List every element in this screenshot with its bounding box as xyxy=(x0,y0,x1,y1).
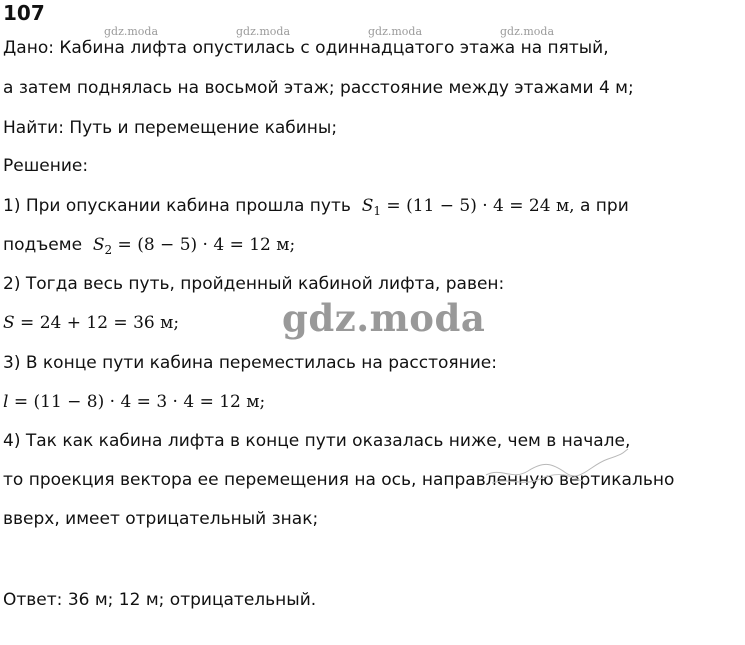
step4-line-2: то проекция вектора ее перемещения на ось, направленную вертикально xyxy=(3,470,675,490)
step2-line-1: 2) Тогда весь путь, пройденный кабиной лифта, равен: xyxy=(3,274,505,294)
s1-variable: S xyxy=(361,196,374,216)
step1-formula-s1 xyxy=(356,196,574,216)
watermark-small-4: gdz.moda xyxy=(500,25,555,38)
answer-line xyxy=(3,588,316,612)
s2-subscript: 2 xyxy=(104,243,113,257)
watermark-big: gdz.moda xyxy=(282,296,486,340)
answer-label: Ответ: xyxy=(3,590,63,610)
step1-line-2 xyxy=(3,233,295,262)
total-path-expression: = 24 + 12 = 36 м; xyxy=(14,313,180,333)
solution-label: Решение: xyxy=(3,156,89,176)
step3-line-1: 3) В конце пути кабина переместилась на расстояние: xyxy=(3,353,497,373)
step1-line-1 xyxy=(3,194,629,223)
faint-scribble-mark xyxy=(482,437,632,493)
watermark-small-2: gdz.moda xyxy=(236,25,291,38)
total-path-variable: S xyxy=(3,313,15,333)
find-line xyxy=(3,116,337,140)
step1-suffix: а при xyxy=(574,196,629,216)
find-label: Найти: xyxy=(3,118,64,138)
step2-formula xyxy=(3,311,179,335)
s1-expression: = (11 − 5) · 4 = 24 м, xyxy=(381,196,575,216)
step3-formula xyxy=(3,390,265,414)
watermark-small-3: gdz.moda xyxy=(368,25,423,38)
s2-variable: S xyxy=(92,235,105,255)
step4-line-3: вверх, имеет отрицательный знак; xyxy=(3,509,319,529)
step1-formula-s2 xyxy=(87,235,295,255)
given-label: Дано: xyxy=(3,38,54,58)
find-text: Путь и перемещение кабины; xyxy=(69,118,338,138)
s1-subscript: 1 xyxy=(373,204,382,218)
step1-line2-prefix: подъеме xyxy=(3,235,83,255)
watermark-small-1: gdz.moda xyxy=(104,25,159,38)
displacement-variable: l xyxy=(3,392,9,412)
s2-expression: = (8 − 5) · 4 = 12 м; xyxy=(112,235,296,255)
given-text-1: Кабина лифта опустилась с одиннадцатого этажа на пятый, xyxy=(59,38,609,58)
answer-text: 36 м; 12 м; отрицательный. xyxy=(67,590,317,610)
displacement-expression: = (11 − 8) · 4 = 3 · 4 = 12 м; xyxy=(8,392,266,412)
step1-prefix: 1) При опускании кабина прошла путь xyxy=(3,196,351,216)
given-line-2 xyxy=(3,76,634,100)
given-text-2: а затем поднялась на восьмой этаж; расстояние между этажами 4 м; xyxy=(3,78,634,98)
problem-number: 107 xyxy=(3,1,45,25)
given-line-1 xyxy=(3,36,609,60)
step4-line-1: 4) Так как кабина лифта в конце пути оказалась ниже, чем в начале, xyxy=(3,431,631,451)
